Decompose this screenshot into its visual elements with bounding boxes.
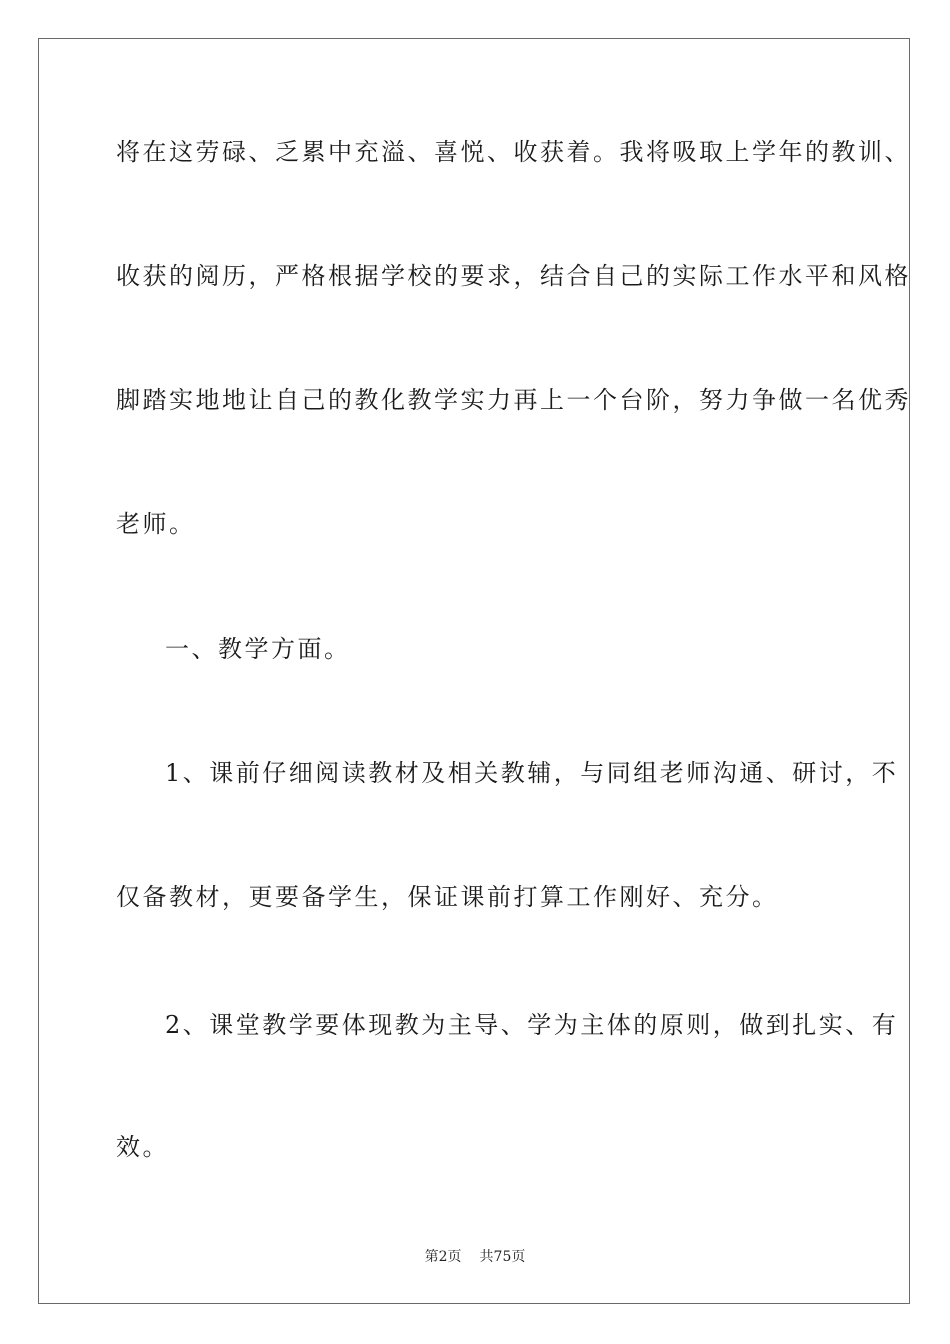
page-footer [0, 1248, 950, 1266]
body-line: 1、课前仔细阅读教材及相关教辅，与同组老师沟通、研讨，不 [165, 759, 899, 787]
body-line: 仅备教材，更要备学生，保证课前打算工作刚好、充分。 [116, 883, 779, 911]
body-line: 将在这劳碌、乏累中充溢、喜悦、收获着。我将吸取上学年的教训、 [116, 138, 911, 166]
body-line: 老师。 [116, 510, 196, 538]
page-number: 第2页 [424, 1249, 462, 1265]
page-total: 共75页 [479, 1249, 526, 1265]
body-line: 2、课堂教学要体现教为主导、学为主体的原则，做到扎实、有 [165, 1011, 899, 1039]
page-border [38, 38, 910, 1304]
body-line: 脚踏实地地让自己的教化教学实力再上一个台阶，努力争做一名优秀 [116, 386, 911, 414]
body-line: 收获的阅历，严格根据学校的要求，结合自己的实际工作水平和风格 [116, 262, 911, 290]
body-line: 效。 [116, 1133, 169, 1161]
section-heading: 一、教学方面。 [165, 635, 351, 663]
